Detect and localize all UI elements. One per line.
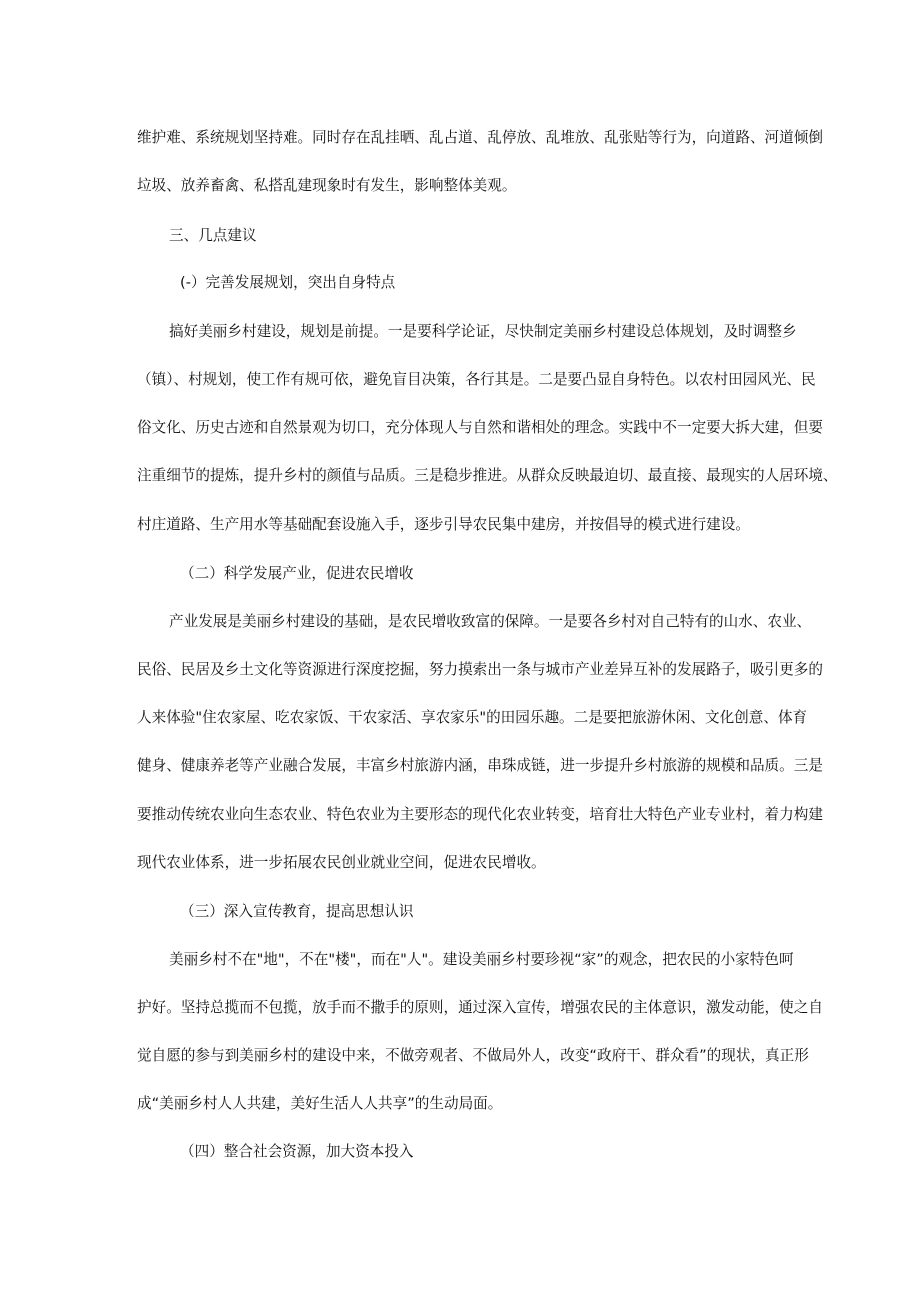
subheading-1: (-）完善发展规划，突出自身特点 xyxy=(180,274,396,291)
subheading-4: （四）整合社会资源，加大资本投入 xyxy=(180,1143,414,1160)
section-heading-three: 三、几点建议 xyxy=(169,227,257,244)
paragraph-3-line-4: 成“美丽乡村人人共建，美好生活人人共享”的生动局面。 xyxy=(137,1095,503,1112)
paragraph-2-line-2: 民俗、民居及乡土文化等资源进行深度挖掘，努力摸索出一条与城市产业差异互补的发展路子，吸引更多的 xyxy=(137,661,823,678)
paragraph-2-line-5: 要推动传统农业向生态农业、特色农业为主要形态的现代化农业转变，培育壮大特色产业专业村，着力构建 xyxy=(137,806,823,823)
paragraph-1-line-1: 搞好美丽乡村建设，规划是前提。一是要科学论证，尽快制定美丽乡村建设总体规划，及时调整乡 xyxy=(169,323,797,340)
paragraph-1-line-5: 村庄道路、生产用水等基础配套设施入手，逐步引导农民集中建房，并按倡导的模式进行建设。 xyxy=(137,516,750,533)
paragraph-0-line-1: 维护难、系统规划坚持难。同时存在乱挂晒、乱占道、乱停放、乱堆放、乱张贴等行为，向道路、河道倾倒 xyxy=(137,129,823,146)
paragraph-2-line-4: 健身、健康养老等产业融合发展，丰富乡村旅游内涵，串珠成链，进一步提升乡村旅游的规模和品质。三是 xyxy=(137,757,823,774)
paragraph-3-line-2: 护好。坚持总揽而不包揽，放手而不撒手的原则，通过深入宣传，增强农民的主体意识，激发动能，使之自 xyxy=(137,999,823,1016)
paragraph-2-line-3: 人来体验"住农家屋、吃农家饭、干农家活、享农家乐"的田园乐趣。二是要把旅游休闲、文化创意、体育 xyxy=(137,709,808,726)
paragraph-0-line-2: 垃圾、放养畜禽、私搭乱建现象时有发生，影响整体美观。 xyxy=(137,177,517,194)
paragraph-2-line-1: 产业发展是美丽乡村建设的基础，是农民增收致富的保障。一是要各乡村对自己特有的山水、农业、 xyxy=(169,613,812,630)
paragraph-1-line-2: （镇）、村规划，使工作有规可依，避免盲目决策，各行其是。二是要凸显自身特色。以农村田园风光、民 xyxy=(137,371,816,388)
paragraph-1-line-3: 俗文化、历史古迹和自然景观为切口，充分体现人与自然和谐相处的理念。实践中不一定要大拆大建，但要 xyxy=(137,419,823,436)
paragraph-3-line-3: 觉自愿的参与到美丽乡村的建设中来，不做旁观者、不做局外人，改变“政府干、群众看”的现状，真正形 xyxy=(137,1047,809,1064)
paragraph-2-line-6: 现代农业体系，进一步拓展农民创业就业空间，促进农民增收。 xyxy=(137,854,546,871)
subheading-3: （三）深入宣传教育，提高思想认识 xyxy=(180,903,414,920)
paragraph-3-line-1: 美丽乡村不在"地"，不在"楼"，而在"人"。建设美丽乡村要珍视“家”的观念，把农民的小家特色呵 xyxy=(169,951,794,968)
subheading-2: （二）科学发展产业，促进农民增收 xyxy=(180,565,414,582)
paragraph-1-line-4: 注重细节的提炼，提升乡村的颜值与品质。三是稳步推进。从群众反映最迫切、最直接、最现实的人居环境、 xyxy=(137,467,838,484)
